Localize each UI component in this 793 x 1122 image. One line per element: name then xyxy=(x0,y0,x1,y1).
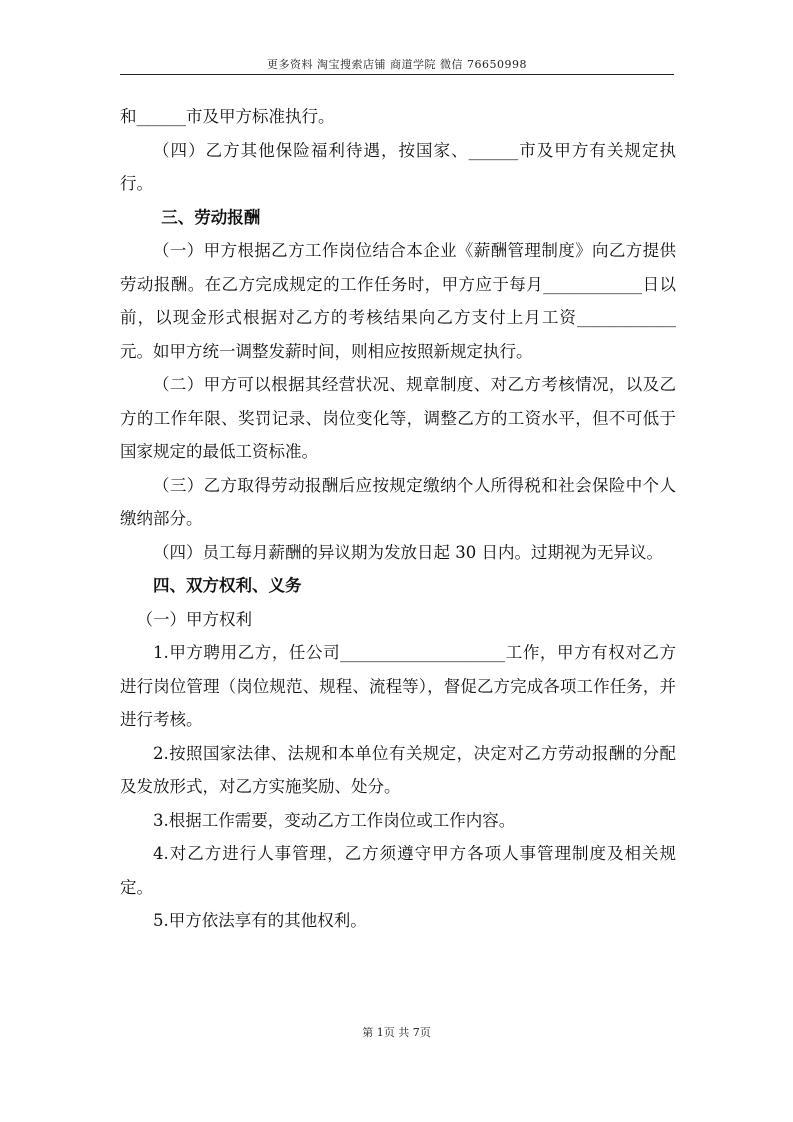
paragraph-remuneration-2: （二）甲方可以根据其经营状况、规章制度、对乙方考核情况，以及乙方的工作年限、奖罚记录、岗位变化等，调整乙方的工资水平，但不可低于国家规定的最低工资标准。 xyxy=(120,375,676,461)
header-divider xyxy=(120,74,674,75)
section-heading-remuneration: 三、劳动报酬 xyxy=(161,207,261,227)
section-heading-rights: 四、双方权利、义务 xyxy=(153,576,302,595)
page-header: 更多资料 淘宝搜索店铺 商道学院 微信 76650998 xyxy=(267,58,527,71)
paragraph-other-welfare: （四）乙方其他保险福利待遇，按国家、______市及甲方有关规定执行。 xyxy=(120,140,676,193)
paragraph-remuneration-4: （四）员工每月薪酬的异议期为发放日起 30 日内。过期视为无异议。 xyxy=(153,542,663,562)
paragraph-insurance-continued: 和______市及甲方标准执行。 xyxy=(120,107,335,126)
page-footer: 第 1页 共 7页 xyxy=(362,1026,431,1039)
list-item-right-2: 2.按照国家法律、法规和本单位有关规定，决定对乙方劳动报酬的分配及发放形式，对乙方实施奖励、处分。 xyxy=(120,743,676,796)
list-item-right-1: 1.甲方聘用乙方，任公司____________________工作，甲方有权对乙方进行岗位管理（岗位规范、规程、流程等），督促乙方完成各项工作任务，并进行考核。 xyxy=(120,643,676,729)
subheading-party-a-rights: （一）甲方权利 xyxy=(136,609,252,629)
list-item-right-3: 3.根据工作需要，变动乙方工作岗位或工作内容。 xyxy=(153,810,516,830)
document-body xyxy=(120,100,676,938)
list-item-right-5: 5.甲方依法享有的其他权利。 xyxy=(153,911,367,930)
list-item-right-4: 4.对乙方进行人事管理，乙方须遵守甲方各项人事管理制度及相关规定。 xyxy=(120,844,676,897)
paragraph-remuneration-3: （三）乙方取得劳动报酬后应按规定缴纳个人所得税和社会保险中个人缴纳部分。 xyxy=(120,475,676,528)
paragraph-remuneration-1: （一）甲方根据乙方工作岗位结合本企业《薪酬管理制度》向乙方提供劳动报酬。在乙方完成规定的工作任务时，甲方应于每月____________日以前，以现金形式根据对乙方的考核结果向乙方支付上月工资____________元。如甲方统一调整发薪时间，则相应按照新规定执行。 xyxy=(120,241,676,361)
